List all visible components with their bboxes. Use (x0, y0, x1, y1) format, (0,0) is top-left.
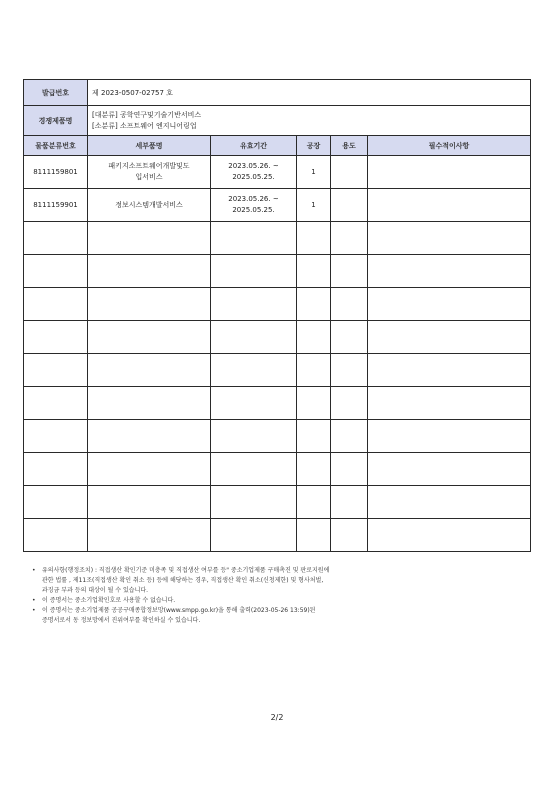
empty-cell (331, 387, 368, 420)
empty-cell (297, 288, 331, 321)
notes-section (32, 566, 527, 626)
empty-cell (211, 222, 297, 255)
cell-period (211, 156, 297, 189)
empty-cell (211, 288, 297, 321)
empty-cell (297, 453, 331, 486)
note-line: 관한 법률 , 제11조(직접생산 확인 취소 등) 등에 해당하는 경우, 직접생산 확인 취소(신청제한) 및 형사처벌, (42, 577, 324, 584)
cell-factory: 1 (297, 189, 331, 222)
empty-cell (297, 255, 331, 288)
empty-cell (368, 288, 531, 321)
certificate-table (23, 79, 531, 552)
empty-cell (331, 486, 368, 519)
empty-row (24, 354, 531, 387)
empty-cell (297, 222, 331, 255)
empty-cell (211, 321, 297, 354)
empty-cell (24, 288, 88, 321)
empty-row (24, 420, 531, 453)
empty-cell (331, 354, 368, 387)
empty-cell (331, 420, 368, 453)
empty-cell (297, 519, 331, 552)
empty-cell (88, 354, 211, 387)
col-header-code: 물품분류번호 (24, 136, 88, 156)
cell-name-line: 패키지소프트웨어개발및도 (108, 162, 190, 170)
empty-row (24, 255, 531, 288)
cell-notes (368, 189, 531, 222)
col-header-period: 유효기간 (211, 136, 297, 156)
empty-cell (24, 486, 88, 519)
cell-name (88, 156, 211, 189)
empty-cell (297, 354, 331, 387)
empty-cell (368, 387, 531, 420)
empty-cell (297, 486, 331, 519)
empty-row (24, 288, 531, 321)
empty-cell (331, 288, 368, 321)
empty-cell (331, 321, 368, 354)
bullet-icon: • (32, 607, 36, 614)
empty-cell (24, 387, 88, 420)
empty-cell (88, 255, 211, 288)
bullet-icon: • (32, 597, 36, 604)
col-header-factory: 공장 (297, 136, 331, 156)
empty-cell (24, 222, 88, 255)
empty-cell (331, 255, 368, 288)
empty-cell (211, 354, 297, 387)
page-number: 2/2 (270, 713, 284, 722)
empty-cell (368, 354, 531, 387)
empty-cell (368, 420, 531, 453)
empty-cell (88, 453, 211, 486)
empty-cell (88, 288, 211, 321)
note-line: 이 증명서는 중소기업제품 공공구매종합정보망(www.smpp.go.kr)을 통해 출력(2023-05-26 13:59)된 (42, 607, 316, 614)
empty-cell (24, 453, 88, 486)
note-item (32, 566, 527, 596)
note-line: 이 증명서는 중소기업확인호로 사용할 수 없습니다. (42, 597, 176, 604)
col-header-name: 세부품명 (88, 136, 211, 156)
empty-cell (88, 387, 211, 420)
empty-cell (297, 387, 331, 420)
empty-cell (211, 420, 297, 453)
cell-period-line: 2025.05.25. (232, 206, 275, 214)
empty-cell (368, 255, 531, 288)
empty-cell (331, 519, 368, 552)
cell-period-line: 2023.05.26. ~ (228, 162, 279, 170)
empty-cell (211, 453, 297, 486)
product-name-row (24, 106, 531, 136)
cell-use (331, 189, 368, 222)
note-line: 유의사항(행정조치) : 직접생산 확인기준 미충족 및 직접생산 여부를 등" 중소기업제품 구매촉진 및 판로지원에 (42, 567, 330, 574)
cell-notes (368, 156, 531, 189)
empty-cell (88, 519, 211, 552)
empty-cell (368, 321, 531, 354)
note-line: 과징금 부과 등의 대상이 될 수 있습니다. (42, 587, 149, 594)
cell-name-line: 입서비스 (135, 173, 163, 181)
empty-cell (24, 321, 88, 354)
empty-cell (368, 486, 531, 519)
cell-factory: 1 (297, 156, 331, 189)
empty-cell (211, 387, 297, 420)
col-header-notes: 필수적이사항 (368, 136, 531, 156)
empty-cell (368, 453, 531, 486)
note-item (32, 606, 527, 626)
col-header-use: 용도 (331, 136, 368, 156)
empty-cell (24, 519, 88, 552)
empty-cell (24, 354, 88, 387)
table-row (24, 156, 531, 189)
note-item (32, 596, 527, 606)
issue-number-value: 제 2023-0507-02757 호 (88, 80, 531, 106)
cell-use (331, 156, 368, 189)
empty-cell (331, 453, 368, 486)
empty-row (24, 321, 531, 354)
empty-cell (24, 420, 88, 453)
empty-row (24, 453, 531, 486)
cell-name (88, 189, 211, 222)
empty-cell (211, 255, 297, 288)
empty-cell (88, 486, 211, 519)
cell-period-line: 2025.05.25. (232, 173, 275, 181)
product-minor-category: [소분류] 소프트웨어 엔지니어링업 (92, 121, 197, 130)
empty-cell (368, 222, 531, 255)
cell-name-line: 정보시스템개발서비스 (115, 200, 183, 209)
cell-period (211, 189, 297, 222)
issue-number-row (24, 80, 531, 106)
bullet-icon: • (32, 567, 36, 574)
empty-row (24, 519, 531, 552)
product-name-value (88, 106, 531, 136)
empty-cell (211, 519, 297, 552)
empty-cell (297, 321, 331, 354)
empty-cell (297, 420, 331, 453)
issue-number-label: 발급번호 (24, 80, 88, 106)
column-header-row (24, 136, 531, 156)
empty-cell (331, 222, 368, 255)
empty-cell (88, 321, 211, 354)
empty-cell (368, 519, 531, 552)
table-row (24, 189, 531, 222)
note-line: 증명서로서 동 정보망에서 진위여부를 확인하실 수 있습니다. (42, 617, 201, 624)
empty-row (24, 387, 531, 420)
empty-cell (211, 486, 297, 519)
cell-code: 8111159901 (24, 189, 88, 222)
cell-code: 8111159801 (24, 156, 88, 189)
empty-cell (88, 222, 211, 255)
empty-row (24, 486, 531, 519)
product-major-category: [대분류] 공학연구및기술기반서비스 (92, 110, 202, 119)
empty-row (24, 222, 531, 255)
cell-period-line: 2023.05.26. ~ (228, 195, 279, 203)
product-name-label: 경쟁제품명 (24, 106, 88, 136)
empty-cell (88, 420, 211, 453)
empty-cell (24, 255, 88, 288)
